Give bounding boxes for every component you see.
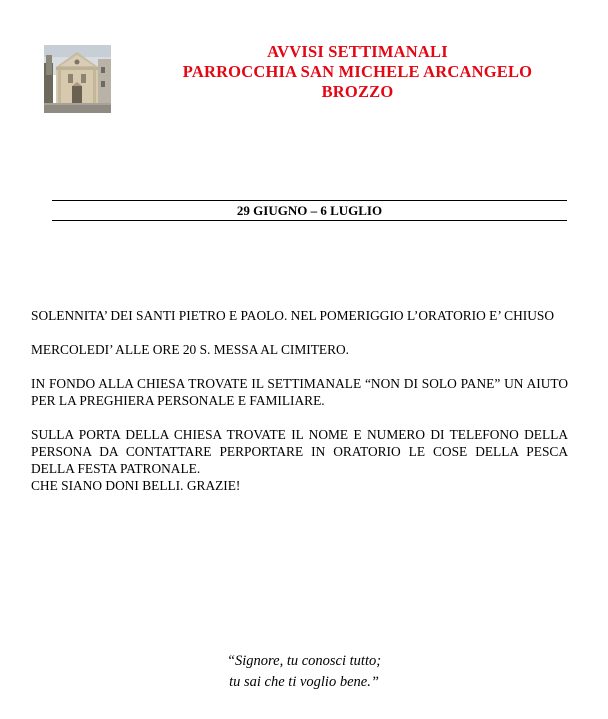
- notice-cemetery-mass: MERCOLEDI’ ALLE ORE 20 S. MESSA AL CIMITERO.: [31, 342, 350, 357]
- date-range: 29 GIUGNO – 6 LUGLIO: [236, 203, 383, 218]
- notice-patronal-feast: SULLA PORTA DELLA CHIESA TROVATE IL NOME E NUMERO DI TELEFONO DELLA PERSONA DA CONTATTARE PERPORTARE IN ORATORIO LE COSE DELLA PESCA DELLA FESTA PATRONALE.: [31, 427, 568, 476]
- closing-quote: [0, 651, 608, 693]
- header-parish-name: PARROCCHIA SAN MICHELE ARCANGELO: [182, 62, 533, 81]
- quote-line-2: tu sai che ti voglio bene.”: [229, 674, 379, 690]
- notice-solemnity: SOLENNITA’ DEI SANTI PIETRO E PAOLO. NEL POMERIGGIO L’ORATORIO E’ CHIUSO: [31, 308, 554, 323]
- notice-weekly-magazine: IN FONDO ALLA CHIESA TROVATE IL SETTIMANALE “NON DI SOLO PANE” UN AIUTO PER LA PREGHIERA PERSONALE E FAMILIARE.: [31, 376, 568, 408]
- notice-thanks: CHE SIANO DONI BELLI. GRAZIE!: [31, 478, 241, 493]
- notices-section: [31, 307, 568, 511]
- header-title: AVVISI SETTIMANALI: [267, 42, 448, 61]
- church-photo: [44, 45, 111, 113]
- quote-line-1: “Signore, tu conosci tutto;: [226, 653, 382, 669]
- bulletin-header: [120, 42, 595, 102]
- header-location: BROZZO: [321, 82, 394, 101]
- date-range-band: [52, 200, 567, 221]
